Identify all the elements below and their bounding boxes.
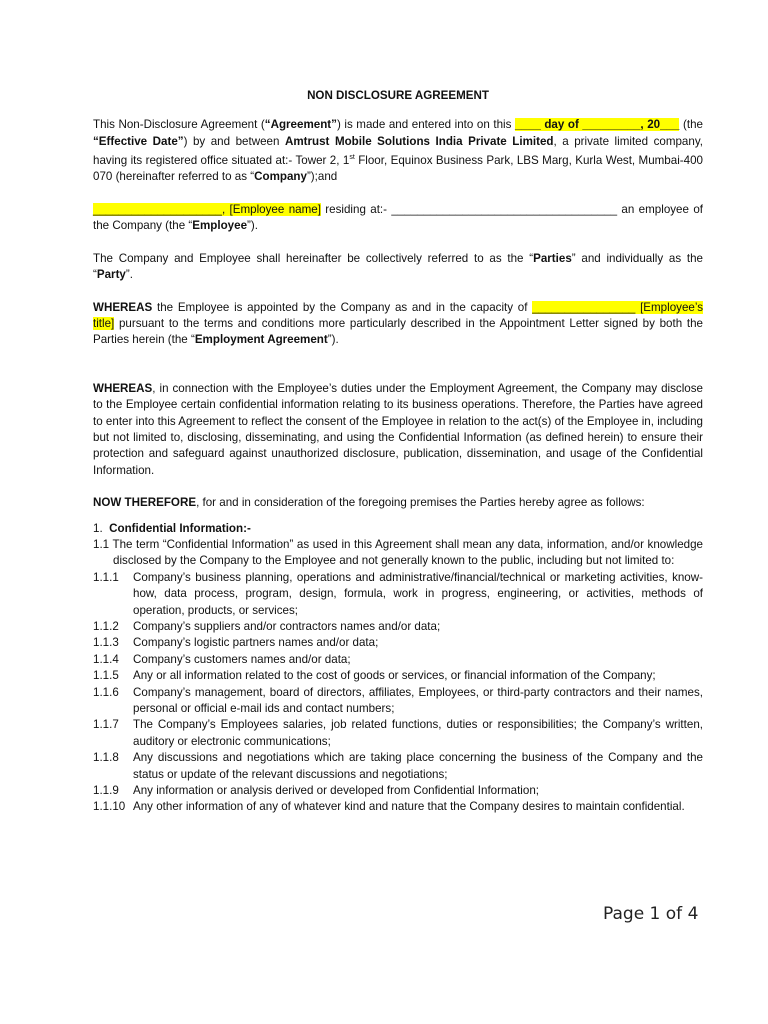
- employee-paragraph: [93, 202, 703, 235]
- company-name: Amtrust Mobile Solutions India Private Limited: [284, 134, 554, 148]
- clause-list: [93, 570, 703, 816]
- text-run: pursuant to the terms and conditions more particularly described in the Appointment Letter signed by both the Parties herein (the “: [93, 316, 703, 347]
- clause-number: 1.1.2: [93, 620, 119, 634]
- clause-text: The Company’s Employees salaries, job related functions, duties or responsibilities; the Company’s written, auditory or electronic communications;: [133, 718, 703, 748]
- clause-text: Any or all information related to the cost of goods or services, or financial information of the Company;: [133, 669, 656, 683]
- clause-text: Company’s business planning, operations and administrative/financial/technical or marketing activities, know-how, data process, program, design, formula, work in progress, engineering, or activities, methods of operation, products, or services;: [133, 570, 703, 617]
- clause-number: 1.1.8: [93, 751, 119, 765]
- superscript: st: [349, 154, 355, 162]
- defined-term: Party: [96, 268, 126, 282]
- clause-text: Any other information of any of whatever kind and nature that the Company desires to maintain confidential.: [133, 800, 685, 814]
- clause-item: [93, 619, 703, 635]
- page-number: Page 1 of 4: [603, 904, 699, 924]
- clause-text: Company’s suppliers and/or contractors names and/or data;: [133, 620, 441, 634]
- clause-text: Any discussions and negotiations which are taking place concerning the business of the Company and the status or update of the relevant discussions and negotiations;: [133, 751, 703, 781]
- clause-number: 1.1.7: [93, 718, 119, 732]
- document-title: NON DISCLOSURE AGREEMENT: [307, 89, 489, 102]
- text-run: ) by and between: [183, 134, 285, 148]
- clause-item: [93, 652, 703, 668]
- text-run: The Company and Employee shall hereinafter be collectively referred to as the “: [93, 251, 534, 265]
- intro-paragraph: [93, 117, 703, 185]
- document-page: [93, 88, 703, 816]
- clause-number: 1.1.9: [93, 784, 119, 798]
- clause-item: [93, 570, 703, 619]
- parties-paragraph: [93, 251, 703, 284]
- text-run: , for and in consideration of the foregoing premises the Parties hereby agree as follows:: [196, 496, 645, 510]
- section-title: Confidential Information:-: [109, 521, 251, 535]
- whereas-paragraph: [93, 381, 703, 479]
- clause-item: [93, 783, 703, 799]
- clause-number: 1.1.6: [93, 685, 119, 699]
- clause-1-1: 1.1 The term “Confidential Information” as used in this Agreement shall mean any data, information, and/or knowledge disclosed by the Company to the Employee and not generally known to the public, including but not limited to:: [93, 537, 703, 568]
- clause-text: Any information or analysis derived or developed from Confidential Information;: [133, 784, 539, 798]
- text-run: ”.: [125, 268, 133, 282]
- clause-text: Company’s management, board of directors, affiliates, Employees, or third-party contractors and their names, personal or official e-mail ids and contact numbers;: [133, 685, 703, 716]
- section-heading: [93, 521, 703, 537]
- text-run: ”);and: [306, 170, 338, 184]
- defined-term: Company: [254, 170, 307, 184]
- now-therefore-label: NOW THEREFORE: [93, 496, 197, 510]
- text-run: the Employee is appointed by the Company as and in the capacity of: [152, 300, 533, 314]
- text-run: Floor, Equinox Business Park, LBS Marg, Kurla West, Mumbai-400 070 (hereinafter referred to as “: [93, 154, 703, 184]
- clause-number: 1.1.5: [93, 669, 119, 683]
- clause-number: 1.1.3: [93, 636, 119, 650]
- text-run: residing at:- ___________________________________ an employee of the Company (the “: [93, 202, 703, 233]
- text-run: , a private limited company, having its registered office situated at:- Tower 2, 1: [93, 134, 703, 168]
- defined-term: “Effective Date”: [93, 134, 184, 148]
- date-placeholder: ____ day of _________, 20___: [514, 118, 680, 132]
- defined-term: Parties: [533, 251, 572, 265]
- defined-term: Employment Agreement: [194, 333, 328, 347]
- text-run: ”).: [327, 333, 339, 347]
- employee-title-placeholder: ________________ [Employee’s title]: [93, 300, 704, 330]
- clause-text: Company’s customers names and/or data;: [133, 652, 351, 666]
- clause-number: 1.1.1: [93, 570, 119, 584]
- clause-item: [93, 799, 703, 815]
- text-run: This Non-Disclosure Agreement (: [93, 118, 265, 132]
- now-therefore-paragraph: [93, 495, 703, 511]
- appointment-paragraph: [93, 300, 703, 349]
- clause-item: [93, 635, 703, 651]
- whereas-label: WHEREAS: [93, 381, 153, 395]
- clause-number: 1.1.4: [93, 652, 119, 666]
- employee-name-placeholder: ____________________, [Employee name]: [93, 202, 321, 216]
- clause-text: Company’s logistic partners names and/or data;: [133, 636, 379, 650]
- clause-number: 1.1.10: [93, 800, 126, 814]
- defined-term: “Agreement”: [264, 118, 337, 132]
- text-run: , in connection with the Employee’s duties under the Employment Agreement, the Company may disclose to the Employee certain confidential information relating to its business operations. Therefore, the Parties have agreed to enter into this Agreement to reflect the consent of the Employee in relation to the act(s) of the Employee in, including but not limited to, disclosing, disseminating, and using the Confidential Information (as defined herein) to ensure their protection and safeguard against unauthorized disclosure, publication, dissemination, and usage of the Confidential Information.: [93, 381, 703, 477]
- section-number: 1.: [93, 521, 103, 535]
- clause-item: [93, 668, 703, 684]
- clause-item: [93, 750, 703, 783]
- text-run: ” and individually as the “: [93, 251, 704, 282]
- whereas-label: WHEREAS: [93, 300, 153, 314]
- text-run: ) is made and entered into on this: [336, 118, 515, 132]
- clause-item: [93, 685, 703, 718]
- text-run: (the: [679, 118, 703, 132]
- text-run: ”).: [247, 219, 258, 233]
- clause-item: [93, 717, 703, 750]
- defined-term: Employee: [192, 219, 248, 233]
